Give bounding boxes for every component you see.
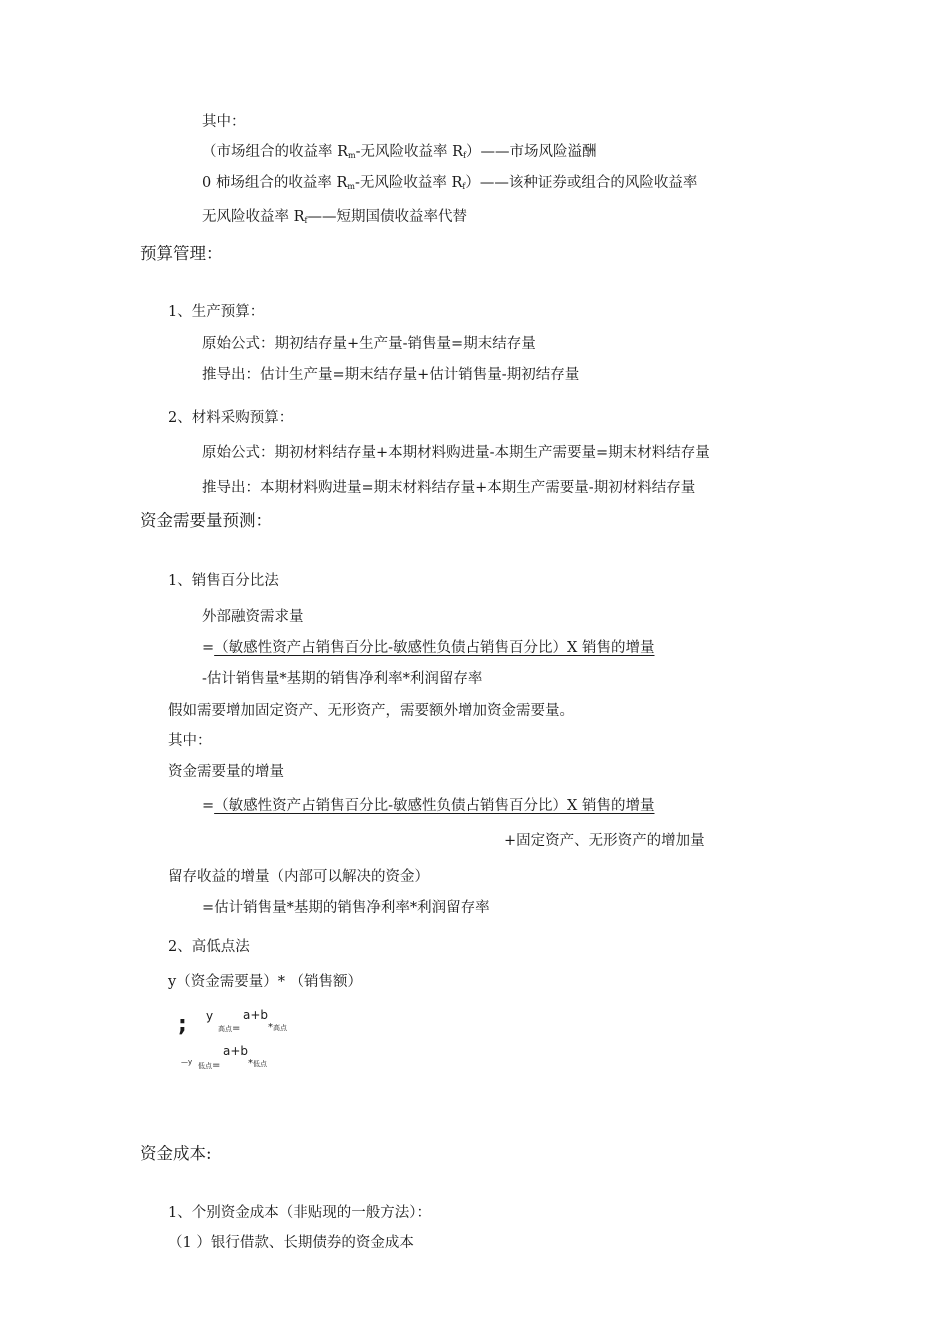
production-budget-original: 原始公式：期初结存量+生产量-销售量=期末结存量 xyxy=(202,336,536,352)
budget-heading: 预算管理： xyxy=(140,244,223,263)
cost-heading: 资金成本: xyxy=(140,1144,212,1163)
requirement-increase-addition: +固定资产、无形资产的增加量 xyxy=(504,833,705,849)
material-budget-derived: 推导出：本期材料购进量=期末材料结存量+本期生产需要量-期初材料结存量 xyxy=(202,480,696,496)
formula-y-low: —y xyxy=(181,1058,193,1066)
high-low-method-title: 2、高低点法 xyxy=(168,939,250,955)
where-label: 其中： xyxy=(168,733,212,749)
formula-low-subscript: 低点= xyxy=(198,1060,221,1071)
forecast-heading: 资金需要量预测： xyxy=(140,511,272,530)
formula-semicolon: ; xyxy=(178,1012,187,1037)
production-budget-derived: 推导出：估计生产量=期末结存量+估计销售量-期初结存量 xyxy=(202,367,580,383)
production-budget-title: 1、生产预算： xyxy=(168,304,265,320)
high-low-equation: y（资金需要量）* （销售额） xyxy=(168,974,363,990)
capm-intro: 其中： xyxy=(202,114,246,130)
capm-line-risk-return: 0 柿场组合的收益率 $R_m-$无风险收益率 $R_f)——$该种证券或组合的风险收益率 xyxy=(202,175,698,191)
external-financing-formula: =（敏感性资产占销售百分比-敏感性负债占销售百分比）X 销售的增量 xyxy=(202,640,655,656)
formula-y-high: y xyxy=(206,1009,214,1023)
bank-loan-bond-cost: （1 ）银行借款、长期债券的资金成本 xyxy=(168,1235,414,1251)
formula-x-high: *高点 xyxy=(268,1022,287,1033)
formula-ab-low: a+b xyxy=(223,1044,249,1058)
formula-high-subscript: 高点= xyxy=(218,1023,241,1034)
formula-ab-high: a+b xyxy=(243,1008,269,1022)
individual-cost-title: 1、个别资金成本（非贴现的一般方法）： xyxy=(168,1205,431,1221)
external-financing-label: 外部融资需求量 xyxy=(202,609,304,625)
retained-earnings-formula: =估计销售量*基期的销售净利率*利润留存率 xyxy=(202,900,490,916)
material-budget-title: 2、材料采购预算： xyxy=(168,410,294,426)
requirement-increase-formula: =（敏感性资产占销售百分比-敏感性负债占销售百分比）X 销售的增量 xyxy=(202,798,655,814)
sales-percentage-method-title: 1、销售百分比法 xyxy=(168,573,279,589)
fixed-asset-note: 假如需要增加固定资产、无形资产，需要额外增加资金需要量。 xyxy=(168,703,574,719)
external-financing-formula-line2: -估计销售量*基期的销售净利率*利润留存率 xyxy=(202,671,483,687)
retained-earnings-label: 留存收益的增量（内部可以解决的资金） xyxy=(168,869,429,885)
requirement-increase-label: 资金需要量的增量 xyxy=(168,764,284,780)
capm-line-risk-free: 无风险收益率 $R_f——$短期国债收益率代替 xyxy=(202,209,467,225)
capm-line-market-premium: （市场组合的收益率 $R_m-$无风险收益率 $R_f)——$市场风险溢酬 xyxy=(202,144,597,160)
material-budget-original: 原始公式：期初材料结存量+本期材料购进量-本期生产需要量=期末材料结存量 xyxy=(202,445,710,461)
formula-x-low: *低点 xyxy=(248,1058,267,1069)
